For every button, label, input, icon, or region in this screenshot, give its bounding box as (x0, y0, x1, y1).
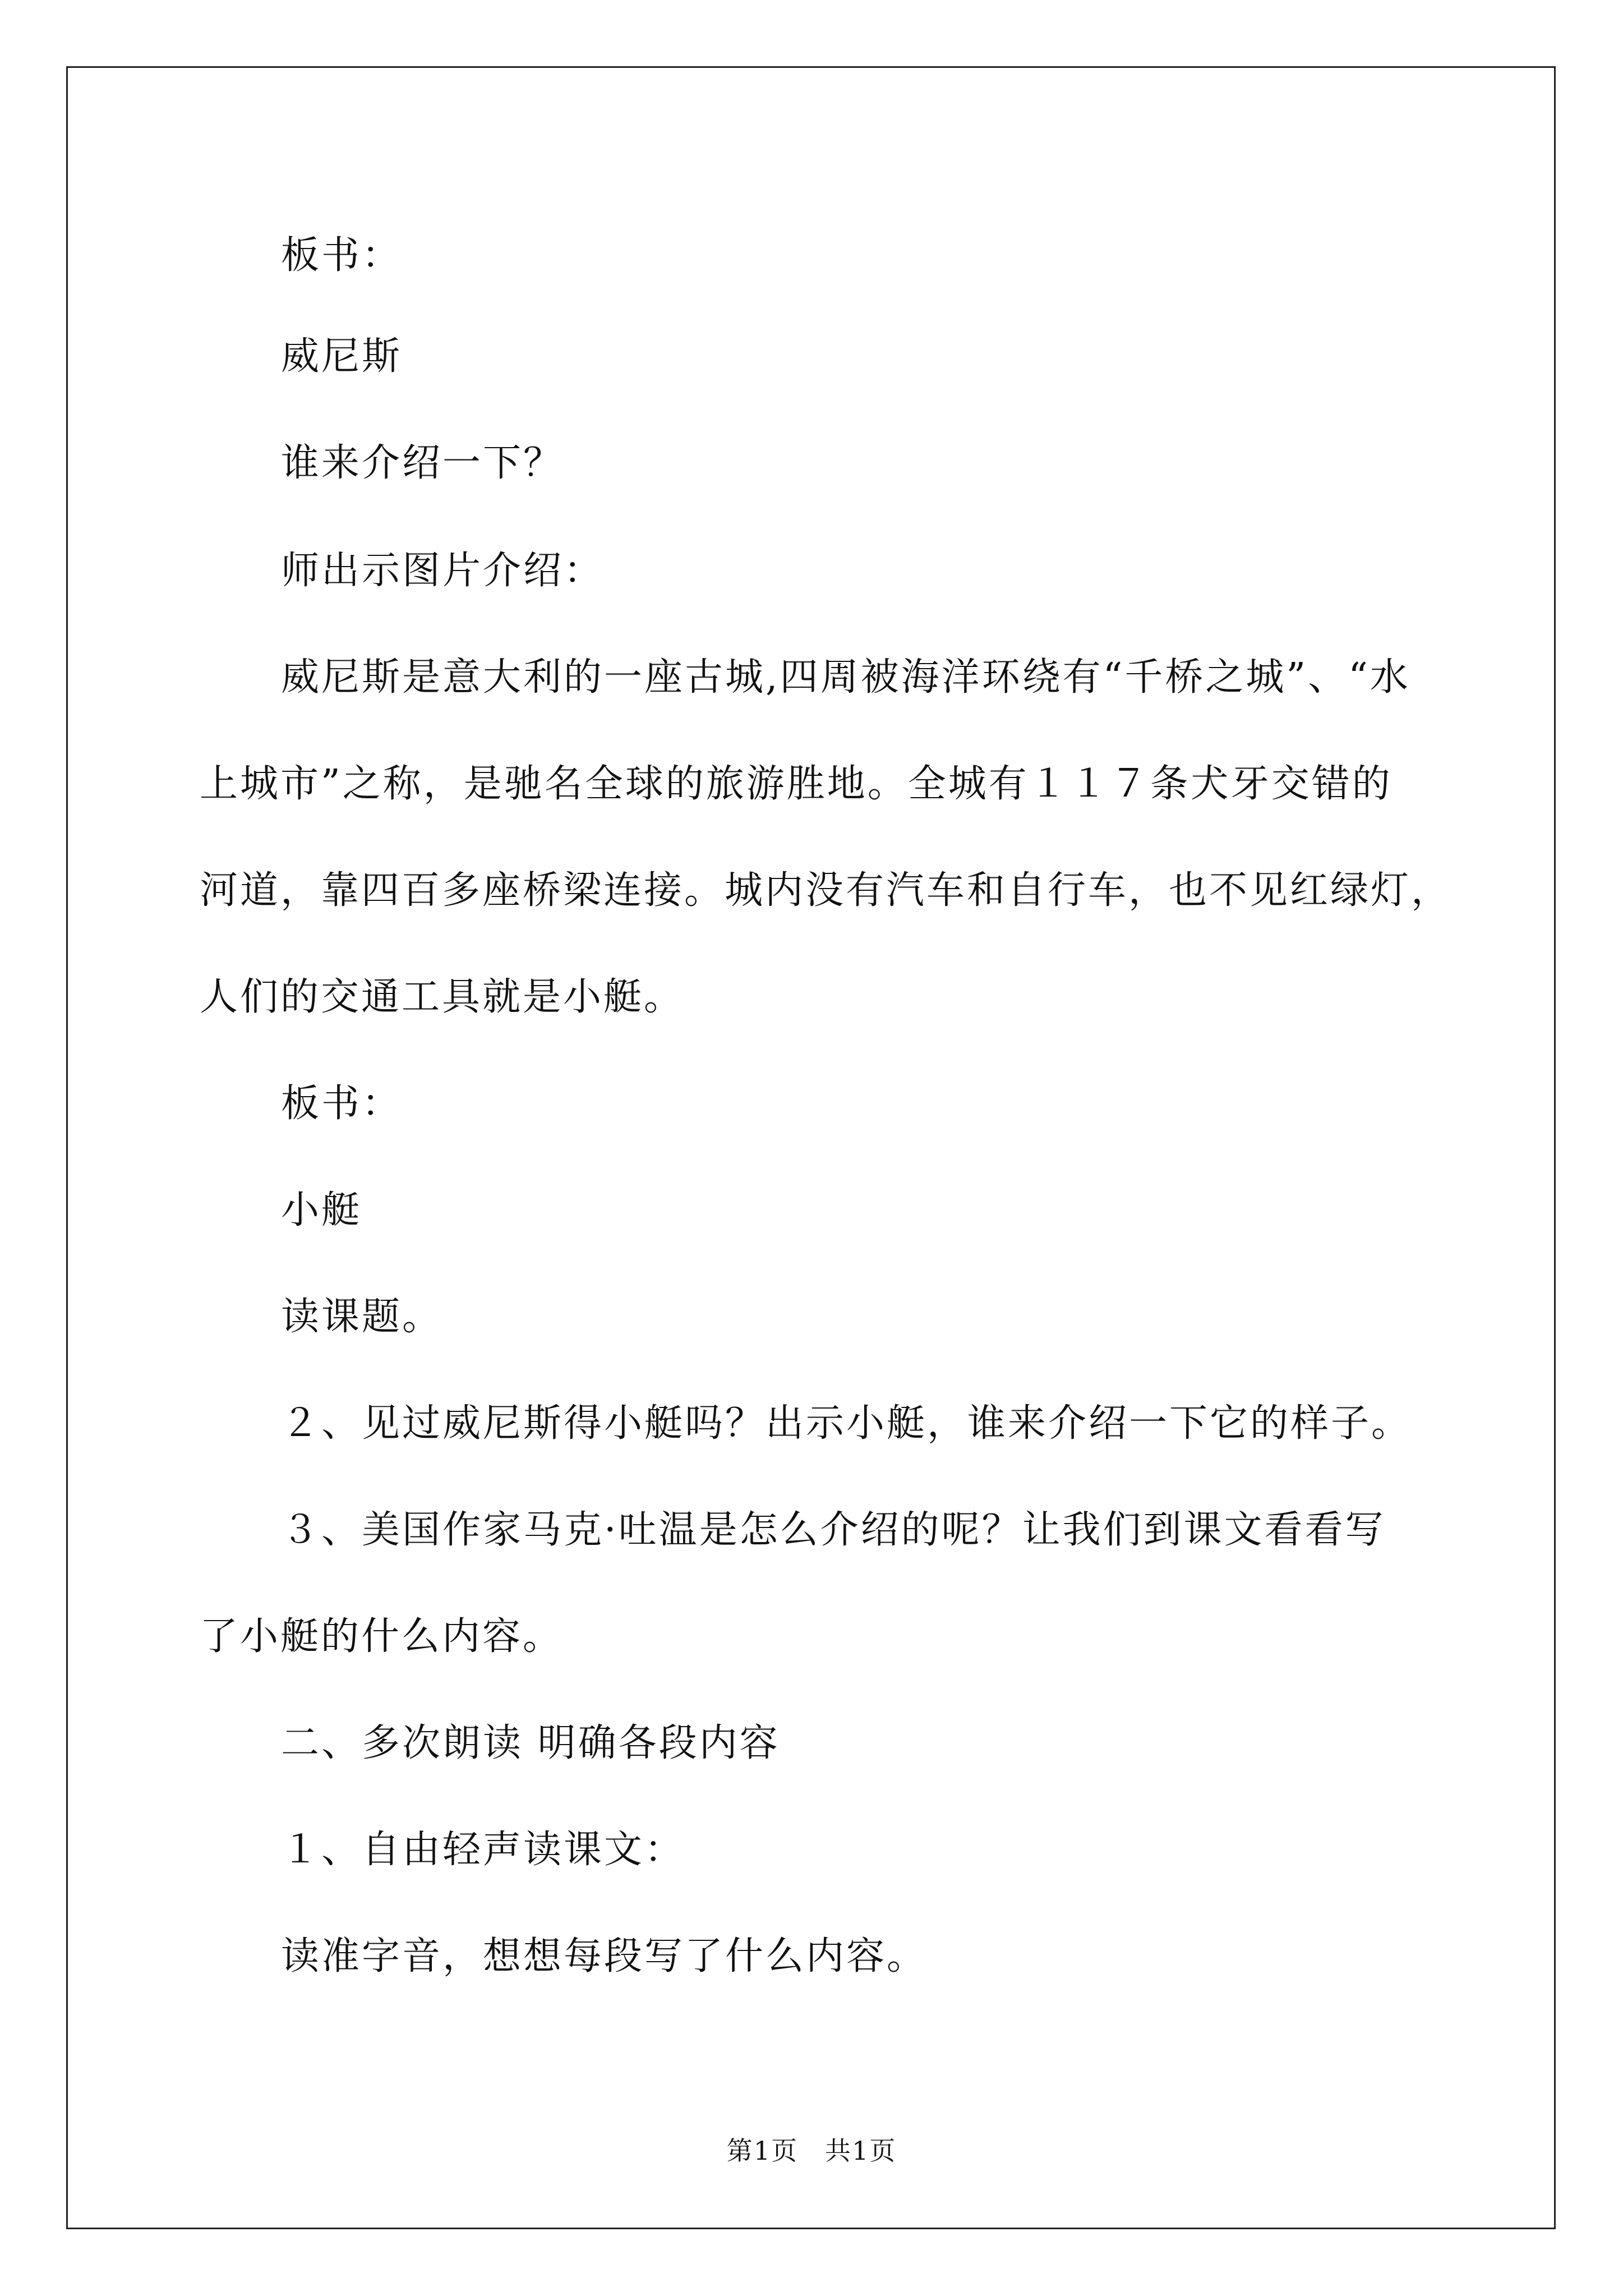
text-line: 板书： (281, 233, 403, 278)
text-line: 人们的交通工具就是小艇。 (200, 975, 685, 1019)
text-line: ３、美国作家马克·吐温是怎么介绍的呢？让我们到课文看看写 (281, 1508, 1386, 1552)
text-line: 读准字音，想想每段写了什么内容。 (281, 1934, 928, 1978)
text-line: 河道，靠四百多座桥梁连接。城内没有汽车和自行车，也不见红绿灯， (200, 868, 1452, 913)
text-line: 威尼斯是意大利的一座古城,四周被海洋环绕有“千桥之城”、“水 (281, 655, 1410, 700)
text-line: 二、多次朗读 明确各段内容 (281, 1721, 780, 1765)
text-line: 威尼斯 (281, 334, 403, 379)
text-line: １、自由轻声读课文： (281, 1828, 685, 1872)
text-line: ２、见过威尼斯得小艇吗？出示小艇，谁来介绍一下它的样子。 (281, 1401, 1412, 1446)
text-line: 小艇 (281, 1188, 362, 1232)
page-border (66, 66, 1556, 2229)
text-line: 上城市”之称，是驰名全球的旅游胜地。全城有１１７条犬牙交错的 (200, 762, 1393, 806)
text-line: 了小艇的什么内容。 (200, 1614, 564, 1659)
text-line: 谁来介绍一下？ (281, 441, 564, 485)
text-line: 读课题。 (281, 1295, 443, 1339)
page-number-footer: 第1页 共1页 (726, 2136, 897, 2166)
text-line: 师出示图片介绍： (281, 549, 605, 593)
text-line: 板书： (281, 1082, 403, 1126)
